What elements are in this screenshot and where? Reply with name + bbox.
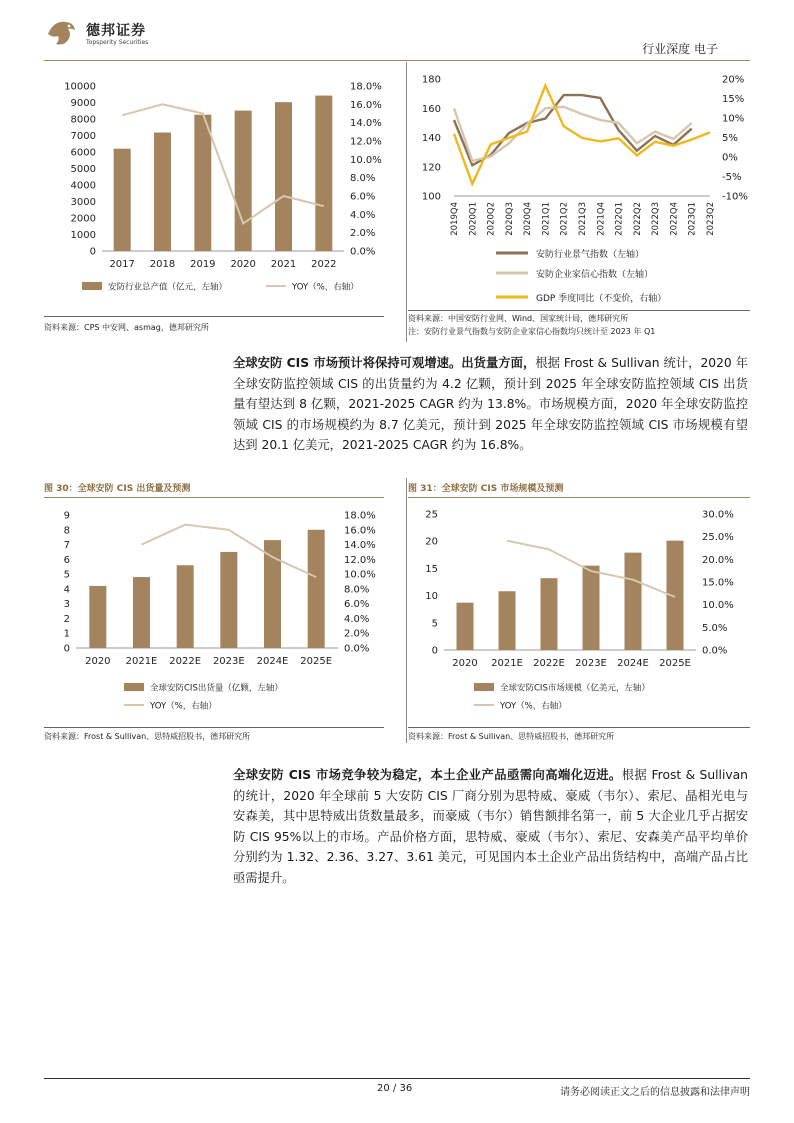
y-tick-label: 6 [63, 554, 70, 566]
y-tick-label: 9000 [70, 98, 96, 109]
y2-tick-label: 0.0% [350, 246, 376, 258]
y-tick-label: 100 [421, 191, 441, 203]
y-tick-label: 25 [425, 509, 438, 521]
y-tick-label: 5 [431, 618, 438, 630]
x-tick-label: 2020Q2 [486, 202, 497, 236]
paragraph-lead: 全球安防 CIS 市场预计将保持可观增速。出货量方面， [233, 356, 536, 370]
x-tick-label: 2021E [125, 656, 158, 667]
fig28-svg [44, 64, 384, 309]
x-tick-label: 2020 [452, 658, 478, 669]
y-tick-label: 140 [421, 133, 441, 144]
fig28-source-rule [44, 316, 384, 317]
x-tick-label: 2021E [491, 658, 523, 669]
x-tick-label: 2021Q4 [596, 202, 607, 236]
column-divider [406, 62, 407, 342]
bar [315, 96, 332, 251]
y2-tick-label: 6.0% [344, 599, 370, 611]
y2-tick-label: 12.0% [350, 136, 382, 148]
fig30-source: 资料来源：Frost & Sullivan、思特威招股书，德邦研究所 [44, 732, 251, 741]
bar [499, 591, 516, 650]
x-tick-label: 2023E [212, 656, 245, 667]
y-tick-label: 5 [63, 569, 70, 581]
fig31-title: 图 31：全球安防 CIS 市场规模及预测 [408, 484, 564, 494]
x-tick-label: 2022E [533, 658, 565, 669]
y2-tick-label: 5.0% [702, 622, 728, 634]
legend-label: 全球安防CIS出货量（亿颗，左轴） [150, 683, 283, 694]
series-line [454, 107, 692, 161]
y2-tick-label: 6.0% [350, 191, 376, 203]
y2-tick-label: 18.0% [350, 81, 382, 93]
y2-tick-label: 10.0% [344, 569, 376, 581]
legend-label: 安防行业总产值（亿元，左轴） [108, 282, 228, 293]
header-divider [44, 60, 750, 61]
y2-tick-label: 15% [722, 94, 745, 105]
column-divider-2 [406, 478, 407, 743]
x-tick-label: 2020Q3 [504, 202, 515, 236]
x-tick-label: 2019Q4 [450, 202, 460, 236]
legend-label: YOY（%，右轴） [150, 701, 217, 712]
fig29-note: 注：安防行业景气指数与安防企业家信心指数均只统计至 2023 年 Q1 [408, 327, 656, 336]
y-tick-label: 20 [425, 536, 438, 548]
y2-tick-label: 2.0% [350, 228, 376, 240]
x-tick-label: 2022E [169, 656, 202, 667]
bar [177, 565, 194, 648]
logo-subtext: Topsperity Securities [86, 39, 149, 46]
fig28-source: 资料来源：CPS 中安网、asmag，德邦研究所 [44, 323, 209, 332]
x-tick-label: 2022 [311, 259, 337, 270]
y-tick-label: 7000 [70, 131, 96, 142]
x-tick-label: 2020 [85, 656, 111, 667]
fig30-title: 图 30：全球安防 CIS 出货量及预测 [44, 484, 191, 494]
y2-tick-label: -5% [722, 172, 742, 183]
fig31-svg [408, 501, 750, 721]
y-tick-label: 0 [63, 643, 70, 655]
bar [114, 149, 131, 251]
x-tick-label: 2023Q2 [706, 202, 716, 236]
x-tick-label: 2022Q2 [632, 202, 643, 236]
y2-tick-label: 10.0% [350, 154, 382, 166]
bar [457, 603, 474, 650]
footer-disclaimer: 请务必阅读正文之后的信息披露和法律声明 [560, 1087, 750, 1098]
x-tick-label: 2023Q1 [687, 202, 698, 236]
fig30-title-rule [44, 497, 384, 498]
y-tick-label: 10000 [64, 81, 96, 93]
fig31-source-rule [408, 727, 750, 728]
legend-label: 安防企业家信心指数（左轴） [536, 270, 654, 280]
x-tick-label: 2021Q3 [578, 202, 588, 236]
y-tick-label: 5000 [70, 164, 96, 175]
y2-tick-label: 16.0% [350, 99, 382, 111]
y-tick-label: 0 [89, 246, 96, 258]
fig28-chart [44, 64, 384, 309]
paragraph-lead-2: 全球安防 CIS 市场竞争较为稳定，本土企业产品亟需向高端化迈进。 [233, 768, 622, 782]
y2-tick-label: 20% [722, 74, 745, 86]
footer-divider [44, 1078, 750, 1079]
y2-tick-label: 20.0% [702, 554, 734, 566]
y-tick-label: 1000 [70, 230, 96, 241]
y2-tick-label: 18.0% [344, 510, 376, 522]
fig29-source: 资料来源：中国安防行业网、Wind、国家统计局，德邦研究所 [408, 314, 629, 323]
paragraph-body-2: 根据 Frost & Sullivan 的统计，2020 年全球前 5 大安防 CIS 厂商分别为思特威、豪威（韦尔）、索尼、晶相光电与安森美，其中思特威出货数量最多，而豪威（韦尔）销售额排名第一，前 5 大企业几乎占据安防 CIS 95%以上的市场。产品价格方面，思特威、豪威（韦尔）、索尼、安森美产品平均单价分别约为 1.32、2.36、3.27、3.61 美元，可见国内本土企业产品出货结构中，高端产品占比亟需提升。 [233, 768, 748, 885]
x-tick-label: 2022Q4 [669, 202, 680, 236]
x-tick-label: 2018 [149, 259, 176, 270]
legend-swatch-bar [82, 282, 102, 290]
y2-tick-label: 25.0% [702, 532, 734, 544]
x-tick-label: 2025E [659, 658, 691, 669]
y2-tick-label: 8.0% [350, 173, 376, 185]
x-tick-label: 2024E [256, 656, 289, 667]
y-tick-label: 4000 [70, 180, 96, 192]
y2-tick-label: 4.0% [344, 613, 370, 625]
bar [194, 115, 211, 251]
x-tick-label: 2023E [575, 658, 607, 669]
company-logo [44, 14, 174, 50]
y-tick-label: 2000 [70, 213, 96, 225]
fig29-source-rule [408, 310, 750, 311]
y-tick-label: 7 [63, 540, 70, 552]
x-tick-label: 2019 [190, 259, 216, 270]
fig29-svg [408, 64, 750, 309]
legend-label: GDP 季度同比（不变价，右轴） [536, 294, 667, 304]
bar [583, 566, 600, 650]
fig31-title-rule [408, 497, 750, 498]
y-tick-label: 6000 [70, 147, 96, 159]
legend-label: 安防行业景气指数（左轴） [536, 250, 645, 260]
y2-tick-label: -10% [722, 191, 748, 203]
y2-tick-label: 16.0% [344, 525, 376, 537]
legend-label: YOY（%，右轴） [500, 701, 567, 712]
y-tick-label: 8000 [70, 114, 96, 126]
bar [154, 133, 171, 251]
x-tick-label: 2017 [109, 259, 135, 270]
y-tick-label: 0 [431, 645, 438, 657]
y2-tick-label: 0.0% [702, 645, 728, 657]
y-tick-label: 2 [63, 613, 70, 625]
legend-swatch-bar [474, 683, 494, 691]
y-tick-label: 1 [63, 628, 70, 640]
y2-tick-label: 0% [722, 152, 738, 164]
bar [89, 586, 106, 648]
y2-tick-label: 5% [722, 133, 738, 144]
x-tick-label: 2022Q1 [614, 202, 625, 236]
x-tick-label: 2025E [300, 656, 333, 667]
x-tick-label: 2021Q2 [559, 202, 570, 236]
y2-tick-label: 2.0% [344, 628, 370, 640]
fig31-source: 资料来源：Frost & Sullivan、思特威招股书，德邦研究所 [408, 732, 615, 741]
y2-tick-label: 15.0% [702, 577, 734, 589]
y2-tick-label: 10.0% [702, 600, 734, 612]
bar [541, 578, 558, 650]
fig29-chart [408, 64, 750, 309]
series-line [454, 86, 710, 184]
y-tick-label: 3 [63, 599, 70, 611]
bar [275, 102, 292, 251]
bar [133, 577, 150, 648]
paragraph-body: 根据 Frost & Sullivan 统计，2020 年全球安防监控领域 CIS 的出货量约为 4.2 亿颗，预计到 2025 年全球安防监控领域 CIS 出货量有望达到 8 亿颗，2021-2025 CAGR 约为 13.8%。市场规模方面，2020 年全球安防监控领域 CIS 的市场规模约为 8.7 亿美元，预计到 2025 年全球安防监控领域 CIS 市场规模有望达到 20.1 亿美元，2021-2025 CAGR 约为 16.8%。 [233, 356, 748, 452]
x-tick-label: 2020Q4 [523, 202, 534, 236]
y2-tick-label: 12.0% [344, 554, 376, 566]
fig30-source-rule [44, 727, 384, 728]
legend-label: 全球安防CIS市场规模（亿美元，左轴） [500, 683, 650, 694]
y-tick-label: 9 [63, 510, 70, 522]
x-tick-label: 2021 [270, 259, 297, 270]
y-tick-label: 120 [421, 162, 441, 174]
y-tick-label: 15 [425, 563, 438, 575]
legend-swatch-bar [124, 683, 144, 691]
y-tick-label: 10 [425, 591, 438, 603]
logo-text: 德邦证券 [86, 23, 146, 39]
x-tick-label: 2022Q3 [651, 202, 662, 236]
x-tick-label: 2020Q1 [468, 202, 479, 236]
y-tick-label: 4 [63, 584, 70, 596]
y2-tick-label: 14.0% [344, 540, 376, 552]
y2-tick-label: 0.0% [344, 643, 370, 655]
y-tick-label: 8 [63, 525, 70, 537]
bar [625, 553, 642, 650]
y-tick-label: 3000 [70, 197, 96, 208]
bar [308, 530, 325, 648]
y-tick-label: 180 [421, 74, 441, 86]
y2-tick-label: 30.0% [702, 509, 734, 521]
y2-tick-label: 14.0% [350, 118, 382, 130]
page-number: 20 / 36 [377, 1083, 413, 1094]
series-line [454, 95, 692, 165]
fig30-chart [44, 501, 384, 721]
x-tick-label: 2024E [617, 658, 649, 669]
legend-label: YOY（%，右轴） [292, 282, 359, 293]
yoy-line [122, 104, 324, 223]
bar [235, 111, 252, 251]
y2-tick-label: 4.0% [350, 209, 376, 221]
x-tick-label: 2020 [230, 259, 256, 270]
fig31-chart [408, 501, 750, 721]
fig30-svg [44, 501, 384, 721]
x-tick-label: 2021Q1 [541, 202, 552, 236]
paragraph-cis-growth [233, 353, 748, 456]
bar [220, 552, 237, 648]
paragraph-cis-competition [233, 765, 748, 888]
y2-tick-label: 10% [722, 113, 745, 125]
header-category: 行业深度 电子 [642, 42, 718, 56]
y2-tick-label: 8.0% [344, 584, 370, 596]
y-tick-label: 160 [421, 103, 441, 115]
logo-icon [44, 16, 80, 48]
